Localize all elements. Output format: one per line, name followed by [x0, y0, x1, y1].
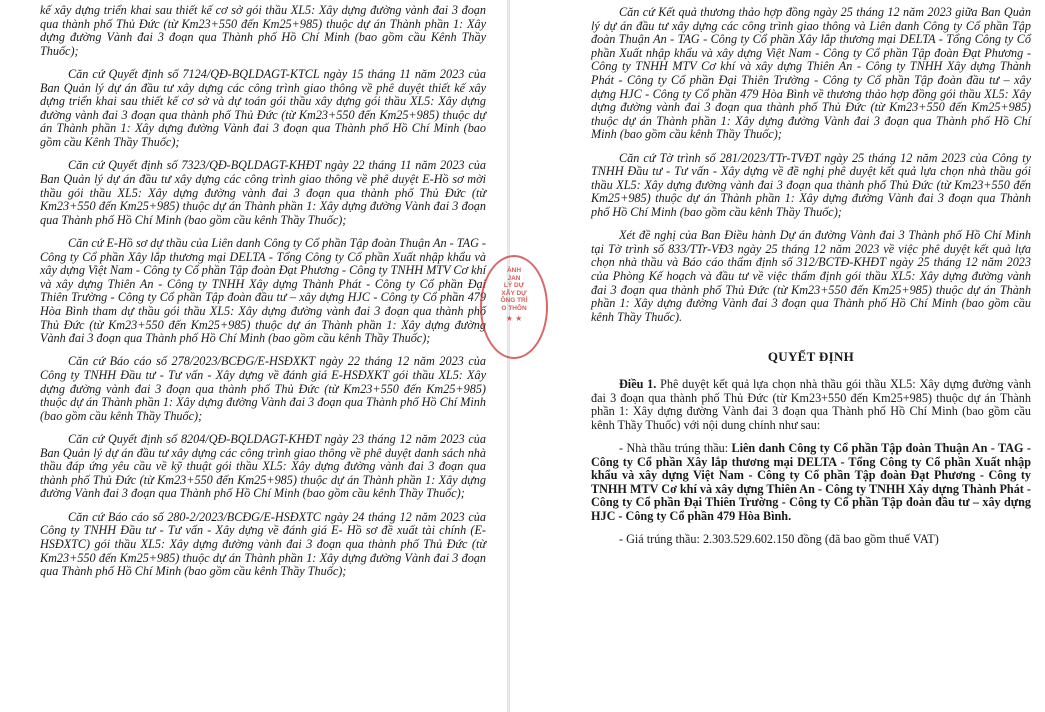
article-1: [591, 378, 1031, 432]
left-text-column: [40, 4, 486, 588]
stamp-line: JAN: [507, 274, 521, 282]
document-page-left: [0, 0, 507, 712]
paragraph-proposal-833: Xét đề nghị của Ban Điều hành Dự án đường Vành đai 3 Thành phố Hồ Chí Minh tại Tờ trình số 833/TTr-VĐ3 ngày 25 tháng 12 năm 2023 về việc phê duyệt kết quả lựa chọn nhà thầu và Báo cáo thẩm định số 312/BCTĐ-KHĐT ngày 25 tháng 12 năm 2023 của Phòng Kế hoạch và đầu tư về việc thẩm định gói thầu XL5: Xây dựng đường vành đai 3 đoạn qua thành phố Thủ Đức (từ Km23+550 đến Km25+985) thuộc dự án Thành phần 1: Xây dựng đường Vành đai 3 đoạn qua Thành phố Hồ Chí Minh (bao gồm cầu kênh Thầy Thuốc).: [591, 228, 1031, 324]
paragraph-continuation: kế xây dựng triển khai sau thiết kế cơ sở gói thầu XL5: Xây dựng đường vành đai 3 đoạn qua thành phố Thủ Đức (từ Km23+550 đến Km25+985) thuộc dự án Thành phần 1: Xây dựng đường Vành đai 3 đoạn qua Thành phố Hồ Chí Minh (bao gồm cầu Kênh Thầy Thuốc);: [40, 3, 486, 58]
paragraph-decision-7124: Căn cứ Quyết định số 7124/QĐ-BQLDAGT-KTCL ngày 15 tháng 11 năm 2023 của Ban Quản lý dự án đầu tư xây dựng các công trình giao thông về phê duyệt thiết kế xây dựng triển khai sau thiết kế cơ sở và dự toán gói thầu xây dựng gói thầu XL5: Xây dựng đường vành đai 3 đoạn qua thành phố Thủ Đức (từ Km23+550 đến Km25+985) thuộc dự án Thành phần 1: Xây dựng đường Vành đai 3 đoạn qua Thành phố Hồ Chí Minh (bao gồm cầu Kênh Thầy Thuốc);: [40, 67, 486, 150]
stamp-line: XÂY DỰ: [501, 289, 527, 297]
decision-heading: QUYẾT ĐỊNH: [767, 349, 855, 365]
stamp-line: ÔNG TRÌ: [500, 297, 528, 304]
article-1-text: Phê duyệt kết quả lựa chọn nhà thầu gói thầu XL5: Xây dựng đường vành đai 3 đoạn qua thành phố Thủ Đức (từ Km23+550 đến Km25+985) thuộc dự án Thành phần 1: Xây dựng đường Vành đai 3 đoạn qua Thành phố Hồ Chí Minh (bao gồm cầu kênh Thầy Thuốc) với nội dung chính như sau:: [591, 377, 1031, 432]
stamp-line: O THÔN: [501, 304, 527, 312]
stamp-line: LÝ DỰ: [503, 282, 525, 289]
paragraph-negotiation-result: Căn cứ Kết quả thương thảo hợp đồng ngày 25 tháng 12 năm 2023 giữa Ban Quản lý dự án đầu tư xây dựng các công trình giao thông và Liên danh Công ty Cổ phần Tập đoàn Thuận An - TAG - Công ty Cổ phần Xây lắp thương mại DELTA - Tổng Công ty Cổ phần Xuất nhập khẩu và xây dựng Việt Nam - Công ty Cổ phần Tập đoàn Đạt Phương - Công ty TNHH MTV Cơ khí và xây dựng Thiên An - Công ty TNHH Xây dựng Thành Phát - Công ty Cổ phần Đại Thiên Trường - Công ty Cổ phần Tập đoàn đầu tư – xây dựng HJC - Công ty Cổ phần 479 Hòa Bình về thương thảo hợp đồng gói thầu XL5: Xây dựng đường vành đai 3 đoạn qua thành phố Thủ Đức (từ Km23+550 đến Km25+985) thuộc dự án Thành phần 1: Xây dựng đường Vành đai 3 đoạn qua Thành phố Hồ Chí Minh (bao gồm cầu kênh Thầy Thuốc);: [591, 5, 1031, 142]
document-page-right: [510, 0, 1045, 712]
article-1-label: Điều 1.: [619, 377, 657, 392]
winning-bidder-name: Liên danh Công ty Cổ phần Tập đoàn Thuận An - TAG - Công ty Cổ phần Xây lắp thương mại DELTA - Tổng Công ty Cổ phần Xuất nhập khẩu và xây dựng Việt Nam - Công ty Cổ phần Tập đoàn Đạt Phương - Công ty TNHH MTV Cơ khí và xây dựng Thiên An - Công ty TNHH Xây dựng Thành Phát - Công ty Cổ phần Đại Thiên Trường - Công ty Cổ phần Tập đoàn đầu tư – xây dựng HJC - Công ty Cổ phần 479 Hòa Bình.: [591, 441, 1031, 524]
paragraph-bid-dossier: Căn cứ E-Hồ sơ dự thầu của Liên danh Công ty Cổ phần Tập đoàn Thuận An - TAG - Công ty Cổ phần Xây lắp thương mại DELTA - Tổng Công ty Cổ phần Xuất nhập khẩu và xây dựng Việt Nam - Công ty Cổ phần Tập đoàn Đạt Phương - Công ty TNHH MTV Cơ khí và xây dựng Thiên An - Công ty TNHH Xây dựng Thành Phát - Công ty Cổ phần Đại Thiên Trường - Công ty Cổ phần Tập đoàn đầu tư – xây dựng HJC - Công ty Cổ phần 479 Hòa Bình tham dự thầu gói thầu XL5: Xây dựng đường vành đai 3 đoạn qua thành phố Thủ Đức (từ Km23+550 đến Km25+985) thuộc dự án Thành phần 1: Xây dựng đường Vành đai 3 đoạn qua Thành phố Hồ Chí Minh (bao gồm cầu kênh Thầy Thuốc);: [40, 235, 486, 346]
paragraph-report-280: Căn cứ Báo cáo số 280-2/2023/BCĐG/E-HSĐXTC ngày 24 tháng 12 năm 2023 của Công ty TNHH Đầu tư - Tư vấn - Xây dựng về đánh giá E- Hồ sơ đề xuất tài chính (E-HSĐXTC) gói thầu XL5: Xây dựng đường vành đai 3 đoạn qua thành phố Thủ Đức (từ Km23+550 đến Km25+985) thuộc dự án Thành phần 1: Xây dựng đường Vành đai 3 đoạn qua Thành phố Hồ Chí Minh (bao gồm cầu kênh Thầy Thuốc);: [40, 509, 486, 579]
winning-bidder: [591, 442, 1031, 524]
right-text-column: [591, 6, 1031, 557]
paragraph-decision-7323: Căn cứ Quyết định số 7323/QĐ-BQLDAGT-KHĐT ngày 22 tháng 11 năm 2023 của Ban Quản lý dự án đầu tư xây dựng các công trình giao thông về phê duyệt E-Hồ sơ mời thầu gói thầu XL5: Xây dựng đường vành đai 3 đoạn qua thành phố Thủ Đức (từ Km23+550 đến Km25+985) thuộc dự án Thành phần 1: Xây dựng đường Vành đai 3 đoạn qua Thành phố Hồ Chí Minh (bao gồm cầu kênh Thầy Thuốc);: [40, 158, 486, 227]
stamp-line: ÀNH: [506, 267, 522, 274]
paragraph-submission-281: Căn cứ Tờ trình số 281/2023/TTr-TVĐT ngày 25 tháng 12 năm 2023 của Công ty TNHH Đầu tư - Tư vấn - Xây dựng về đề nghị phê duyệt kết quả lựa chọn nhà thầu gói thầu XL5: Xây dựng đường vành đai 3 đoạn qua thành phố Thủ Đức (từ Km23+550 đến Km25+985) thuộc dự án Thành phần 1: Xây dựng đường Vành đai 3 đoạn qua Thành phố Hồ Chí Minh (bao gồm cầu kênh Thầy Thuốc);: [591, 150, 1031, 219]
winning-bidder-prefix: - Nhà thầu trúng thầu:: [619, 441, 732, 456]
winning-price: - Giá trúng thầu: 2.303.529.602.150 đồng (đã bao gồm thuế VAT): [619, 532, 939, 547]
stamp-star-icon: ★ ★: [505, 314, 523, 323]
paragraph-report-278: Căn cứ Báo cáo số 278/2023/BCĐG/E-HSĐXKT ngày 22 tháng 12 năm 2023 của Công ty TNHH Đầu tư - Tư vấn - Xây dựng về đánh giá E-HSĐXKT gói thầu XL5: Xây dựng đường vành đai 3 đoạn qua thành phố Thủ Đức (từ Km23+550 đến Km25+985) thuộc dự án Thành phần 1: Xây dựng đường Vành đai 3 đoạn qua Thành phố Hồ Chí Minh (bao gồm cầu kênh Thầy Thuốc);: [40, 354, 486, 423]
red-seal-stamp: [480, 255, 548, 359]
paragraph-decision-8204: Căn cứ Quyết định số 8204/QĐ-BQLDAGT-KHĐT ngày 23 tháng 12 năm 2023 của Ban Quản lý dự án đầu tư xây dựng các công trình giao thông về phê duyệt danh sách nhà thầu đáp ứng yêu cầu về kỹ thuật gói thầu XL5: Xây dựng đường vành đai 3 đoạn qua thành phố Thủ Đức (từ Km23+550 đến Km25+985) thuộc dự án Thành phần 1: Xây dựng đường Vành đai 3 đoạn qua Thành phố Hồ Chí Minh (bao gồm cầu kênh Thầy Thuốc);: [40, 432, 486, 501]
